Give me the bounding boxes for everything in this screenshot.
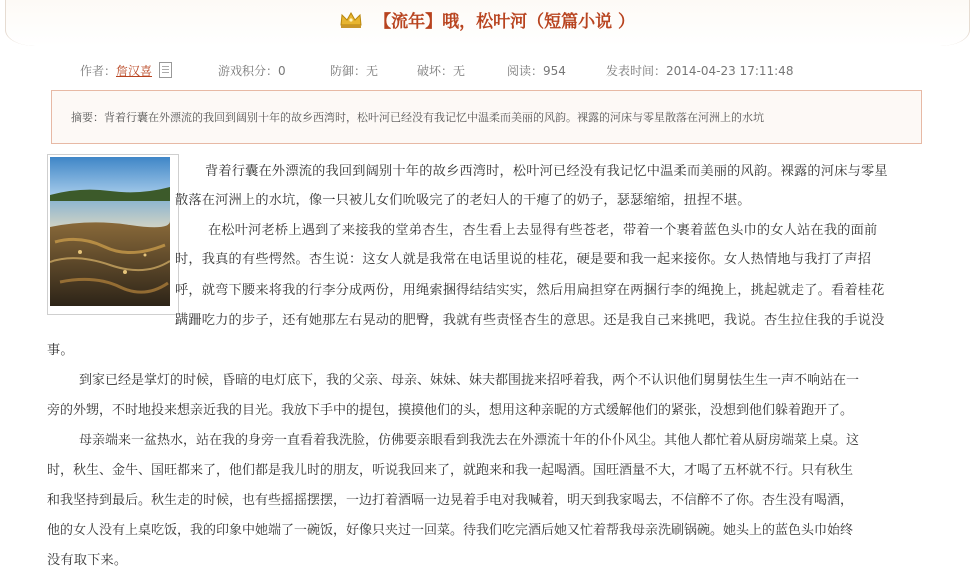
body-line: 在松叶河老桥上遇到了来接我的堂弟杏生，杏生看上去显得有些苍老，带着一个裹着蓝色头巾的女人站在我的面前 xyxy=(208,223,878,238)
article-title: 【流年】哦，松叶河（短篇小说 ） xyxy=(374,12,635,32)
break-value: 破坏：无 xyxy=(417,64,466,78)
body-line: 呼，就弯下腰来将我的行李分成两份，用绳索捆得结结实实，然后用扁担穿在两捆行李的绳挽上，挑起就走了。看着桂花 xyxy=(175,283,885,298)
publish-time: 发表时间：2014-04-23 17:11:48 xyxy=(606,64,794,78)
body-line: 蹒跚吃力的步子，还有她那左右晃动的肥臀，我就有些责怪杏生的意思。还是我自己来挑吧，我说。杏生拉住我的手说没 xyxy=(175,313,885,328)
defense-value: 防御：无 xyxy=(330,64,379,78)
game-points: 游戏积分：0 xyxy=(218,64,286,78)
body-line: 事。 xyxy=(47,343,74,358)
body-line: 时，秋生、金牛、国旺都来了，他们都是我儿时的朋友，听说我回来了，就跑来和我一起喝酒。国旺酒量不大，才喝了五杯就不行。只有秋生 xyxy=(47,463,854,478)
body-line: 时，我真的有些愕然。杏生说：这女人就是我常在电话里说的桂花，硬是要和我一起来接你。女人热情地与我打了声招 xyxy=(175,252,872,267)
body-line: 散落在河洲上的水坑，像一只被儿女们吮吸完了的老妇人的干瘪了的奶子，瑟瑟缩缩，扭捏不堪。 xyxy=(175,193,751,208)
body-line: 母亲端来一盆热水，站在我的身旁一直看着我洗脸，仿佛要亲眼看到我洗去在外漂流十年的仆仆风尘。其他人都忙着从厨房端菜上桌。这 xyxy=(79,433,860,448)
body-line: 旁的外甥，不时地投来想亲近我的目光。我放下手中的提包，摸摸他们的头，想用这种亲昵的方式缓解他们的紧张，没想到他们躲着跑开了。 xyxy=(47,403,854,418)
author-label: 作者： xyxy=(80,64,117,78)
body-line: 背着行囊在外漂流的我回到阔别十年的故乡西湾时，松叶河已经没有我记忆中温柔而美丽的风韵。裸露的河床与零星 xyxy=(205,164,888,179)
read-count: 阅读：954 xyxy=(507,64,566,78)
body-line: 他的女人没有上桌吃饭，我的印象中她端了一碗饭，好像只夹过一回菜。待我们吃完酒后她又忙着帮我母亲洗刷锅碗。她头上的蓝色头巾始终 xyxy=(47,523,854,538)
body-line: 和我坚持到最后。秋生走的时候，也有些摇摇摆摆，一边打着酒嗝一边晃着手电对我喊着，明天到我家喝去，不信醉不了你。杏生没有喝酒， xyxy=(47,493,854,508)
body-line: 没有取下来。 xyxy=(47,553,128,568)
summary-text: 摘要：背着行囊在外漂流的我回到阔别十年的故乡西湾时，松叶河已经没有我记忆中温柔而美丽的风韵。裸露的河床与零星散落在河洲上的水坑 xyxy=(71,111,764,124)
body-line: 到家已经是掌灯的时候，昏暗的电灯底下，我的父亲、母亲、妹妹、妹夫都围拢来招呼着我，两个不认识他们舅舅怯生生一声不响站在一 xyxy=(79,373,860,388)
author-link[interactable]: 詹汉喜 xyxy=(116,64,153,78)
